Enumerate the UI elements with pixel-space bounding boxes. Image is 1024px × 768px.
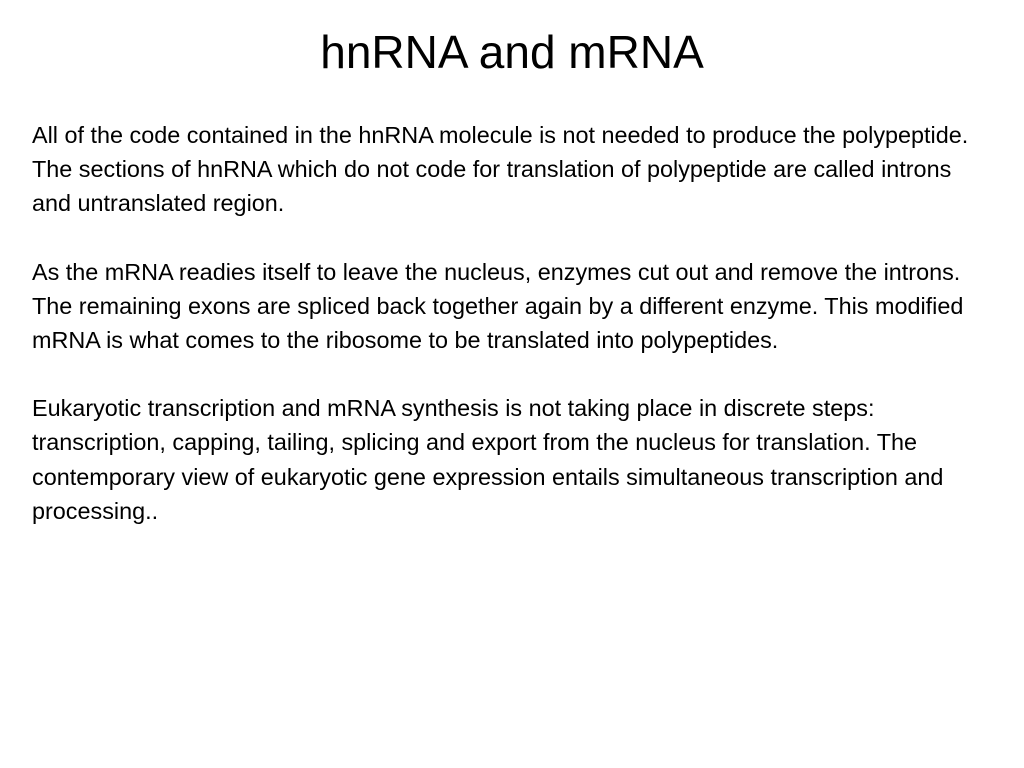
paragraph-introns: All of the code contained in the hnRNA molecule is not needed to produce the polypeptide. The sections of hnRNA which do not code for translation of polypeptide are called introns and untranslated region. [32,122,969,217]
paragraph-eukaryotic-transcription: Eukaryotic transcription and mRNA synthesis is not taking place in discrete steps: transcription, capping, tailing, splicing and export from the nucleus for translation. The contemporary view of eukaryotic gene expression entails simultaneous transcription and processing.. [32,395,944,524]
paragraph-splicing: As the mRNA readies itself to leave the nucleus, enzymes cut out and remove the introns. The remaining exons are spliced back together again by a different enzyme. This modified mRNA is what comes to the ribosome to be translated into polypeptides. [32,258,964,354]
slide-title: hnRNA and mRNA [320,26,704,78]
slide-body [32,118,992,562]
